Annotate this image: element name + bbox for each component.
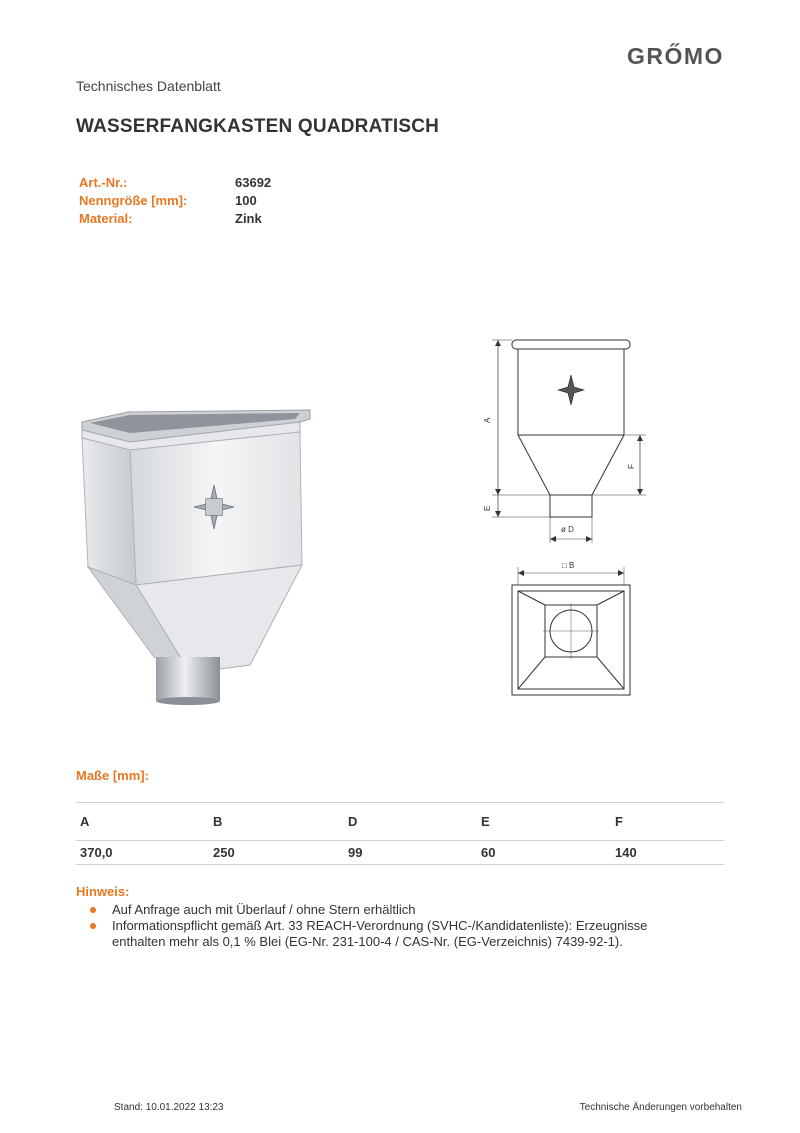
table-cell: 250 [209, 841, 344, 865]
spec-value: 100 [235, 193, 257, 208]
notes-list [90, 902, 690, 950]
drawing-label-f: F [627, 464, 636, 469]
bullet-icon [90, 923, 96, 929]
dimensions-table [76, 802, 724, 865]
column-header: F [611, 803, 724, 841]
product-photo [70, 395, 350, 715]
note-text: Auf Anfrage auch mit Überlauf / ohne Stern erhältlich [112, 902, 416, 917]
notes-heading: Hinweis: [76, 884, 130, 899]
drawing-label-a: A [483, 417, 492, 423]
table-header-row [76, 803, 724, 841]
spec-row-article [79, 175, 271, 193]
note-text: Informationspflicht gemäß Art. 33 REACH-Verordnung (SVHC-/Kandidatenliste): Erzeugnisse enthalten mehr als 0,1 % Blei (EG-Nr. 231-100-4 / CAS-Nr. (EG-Verzeichnis) 7439-92-1). [112, 918, 648, 949]
column-header: B [209, 803, 344, 841]
spec-row-material [79, 211, 271, 229]
drawing-label-b: □ B [562, 561, 575, 570]
spec-label: Art.-Nr.: [79, 175, 128, 190]
technical-drawing [480, 335, 660, 705]
svg-text:GRŐMO: GRŐMO [627, 43, 724, 69]
drawing-label-e: E [483, 505, 492, 511]
spec-label: Material: [79, 211, 133, 226]
bullet-icon [90, 907, 96, 913]
table-cell: 60 [477, 841, 611, 865]
spec-row-size [79, 193, 271, 211]
list-item [90, 918, 690, 950]
dimensions-heading: Maße [mm]: [76, 768, 149, 783]
table-cell: 99 [344, 841, 477, 865]
table-cell: 140 [611, 841, 724, 865]
column-header: D [344, 803, 477, 841]
gromo-logo [627, 40, 767, 72]
table-cell: 370,0 [76, 841, 209, 865]
table-row [76, 841, 724, 865]
document-subtitle: Technisches Datenblatt [76, 78, 221, 94]
list-item [90, 902, 690, 918]
spec-list [79, 175, 271, 229]
column-header: E [477, 803, 611, 841]
footer-date: Stand: 10.01.2022 13:23 [114, 1102, 224, 1113]
spec-value: Zink [235, 211, 262, 226]
column-header: A [76, 803, 209, 841]
footer-disclaimer: Technische Änderungen vorbehalten [579, 1102, 742, 1113]
drawing-label-d: ø D [561, 525, 574, 534]
page-title: WASSERFANGKASTEN QUADRATISCH [76, 116, 440, 137]
spec-label: Nenngröße [mm]: [79, 193, 188, 208]
spec-value: 63692 [235, 175, 272, 190]
